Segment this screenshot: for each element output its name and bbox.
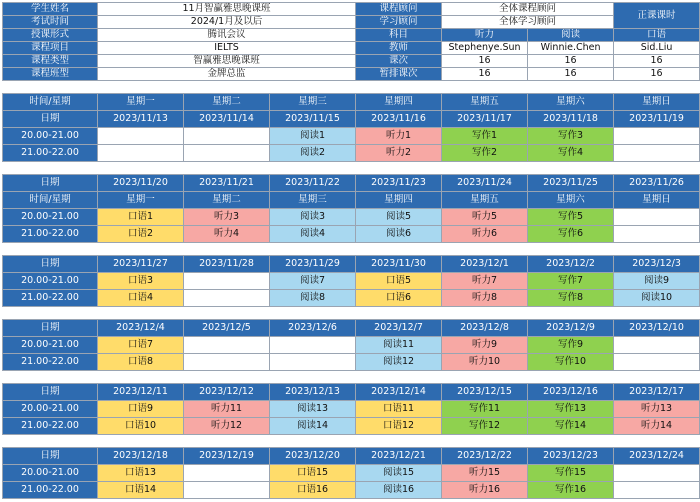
date-label: 日期 <box>3 384 98 401</box>
spacer-row <box>3 371 700 384</box>
spacer-cell <box>270 307 356 320</box>
date-row <box>3 320 700 337</box>
date-cell: 2023/11/13 <box>98 111 184 128</box>
date-cell: 2023/12/24 <box>614 448 700 465</box>
lesson-cell[interactable]: 口语8 <box>98 354 184 371</box>
lessons-reading[interactable]: 16 <box>528 55 614 68</box>
date-cell: 2023/11/28 <box>184 256 270 273</box>
lesson-cell[interactable]: 写作9 <box>528 337 614 354</box>
date-cell: 2023/11/24 <box>442 175 528 192</box>
time-slot-row <box>3 209 700 226</box>
spacer-cell <box>614 81 700 94</box>
teacher-speaking[interactable]: Sid.Liu <box>614 42 700 55</box>
empty-lesson-cell[interactable] <box>184 354 270 371</box>
spacer-cell <box>356 162 442 175</box>
course-type-value[interactable]: 智赢雅思晚课班 <box>98 55 356 68</box>
date-cell: 2023/12/2 <box>528 256 614 273</box>
spacer-cell <box>442 81 528 94</box>
time-slot-row <box>3 465 700 482</box>
spacer-cell <box>270 371 356 384</box>
time-slot-row <box>3 273 700 290</box>
date-cell: 2023/11/26 <box>614 175 700 192</box>
project-value[interactable]: IELTS <box>98 42 356 55</box>
date-cell: 2023/12/21 <box>356 448 442 465</box>
course-type-label: 课程类型 <box>3 55 98 68</box>
empty-lesson-cell[interactable] <box>184 273 270 290</box>
empty-lesson-cell[interactable] <box>614 337 700 354</box>
time-slot-label: 21.00-22.00 <box>3 290 98 307</box>
lesson-cell[interactable]: 写作12 <box>442 418 528 435</box>
date-cell: 2023/12/14 <box>356 384 442 401</box>
study-consultant-value[interactable]: 全体学习顾问 <box>442 16 614 29</box>
date-label: 日期 <box>3 175 98 192</box>
time-slot-row <box>3 482 700 499</box>
empty-lesson-cell[interactable] <box>614 128 700 145</box>
subject-listening: 听力 <box>442 29 528 42</box>
time-slot-row <box>3 401 700 418</box>
spacer-cell <box>184 371 270 384</box>
regular-hours-label: 正课课时 <box>614 3 700 29</box>
date-cell: 2023/12/8 <box>442 320 528 337</box>
date-cell: 2023/12/15 <box>442 384 528 401</box>
lesson-cell[interactable]: 听力12 <box>184 418 270 435</box>
empty-lesson-cell[interactable] <box>614 482 700 499</box>
lesson-cell[interactable]: 阅读14 <box>270 418 356 435</box>
time-slot-row <box>3 354 700 371</box>
scheduled-reading[interactable]: 16 <box>528 68 614 81</box>
teacher-reading[interactable]: Winnie.Chen <box>528 42 614 55</box>
lesson-cell[interactable]: 听力7 <box>442 273 528 290</box>
lesson-cell[interactable]: 口语11 <box>356 401 442 418</box>
format-label: 授课形式 <box>3 29 98 42</box>
empty-lesson-cell[interactable] <box>98 128 184 145</box>
lesson-cell[interactable]: 口语2 <box>98 226 184 243</box>
lesson-cell[interactable]: 写作4 <box>528 145 614 162</box>
date-cell: 2023/12/11 <box>98 384 184 401</box>
time-slot-row <box>3 337 700 354</box>
scheduled-listening[interactable]: 16 <box>442 68 528 81</box>
spacer-cell <box>3 307 98 320</box>
date-cell: 2023/12/22 <box>442 448 528 465</box>
lesson-cell[interactable]: 听力8 <box>442 290 528 307</box>
lesson-cell[interactable]: 口语16 <box>270 482 356 499</box>
spacer-row <box>3 243 700 256</box>
lesson-cell[interactable]: 阅读8 <box>270 290 356 307</box>
lesson-cell[interactable]: 口语9 <box>98 401 184 418</box>
date-cell: 2023/11/30 <box>356 256 442 273</box>
time-slot-label: 20.00-21.00 <box>3 273 98 290</box>
lesson-cell[interactable]: 听力11 <box>184 401 270 418</box>
date-row <box>3 448 700 465</box>
time-slot-label: 20.00-21.00 <box>3 401 98 418</box>
date-cell: 2023/11/18 <box>528 111 614 128</box>
date-row <box>3 175 700 192</box>
weekday-cell: 星期日 <box>614 94 700 111</box>
lesson-cell[interactable]: 口语5 <box>356 273 442 290</box>
date-row <box>3 111 700 128</box>
lesson-cell[interactable]: 听力5 <box>442 209 528 226</box>
lesson-cell[interactable]: 写作13 <box>528 401 614 418</box>
date-cell: 2023/12/5 <box>184 320 270 337</box>
weekday-cell: 星期一 <box>98 94 184 111</box>
lesson-cell[interactable]: 阅读5 <box>356 209 442 226</box>
lesson-cell[interactable]: 听力1 <box>356 128 442 145</box>
time-slot-label: 20.00-21.00 <box>3 128 98 145</box>
lessons-speaking[interactable]: 16 <box>614 55 700 68</box>
spacer-cell <box>184 307 270 320</box>
spacer-cell <box>614 162 700 175</box>
spacer-cell <box>184 162 270 175</box>
spacer-cell <box>528 435 614 448</box>
exam-time-label: 考试时间 <box>3 16 98 29</box>
spacer-cell <box>98 307 184 320</box>
weekday-cell: 星期四 <box>356 94 442 111</box>
lesson-cell[interactable]: 阅读10 <box>614 290 700 307</box>
date-label: 日期 <box>3 448 98 465</box>
spacer-cell <box>184 243 270 256</box>
subject-reading: 阅读 <box>528 29 614 42</box>
time-slot-label: 20.00-21.00 <box>3 337 98 354</box>
spacer-cell <box>614 243 700 256</box>
lesson-cell[interactable]: 写作8 <box>528 290 614 307</box>
date-cell: 2023/12/13 <box>270 384 356 401</box>
date-cell: 2023/11/17 <box>442 111 528 128</box>
lesson-cell[interactable]: 听力10 <box>442 354 528 371</box>
date-cell: 2023/12/12 <box>184 384 270 401</box>
date-cell: 2023/12/17 <box>614 384 700 401</box>
time-slot-row <box>3 418 700 435</box>
weekday-cell: 星期四 <box>356 192 442 209</box>
weekday-cell: 星期五 <box>442 192 528 209</box>
lesson-cell[interactable]: 口语3 <box>98 273 184 290</box>
spacer-cell <box>3 81 98 94</box>
weekday-cell: 星期三 <box>270 94 356 111</box>
lesson-cell[interactable]: 阅读13 <box>270 401 356 418</box>
spacer-cell <box>3 243 98 256</box>
student-name-label: 学生姓名 <box>3 3 98 16</box>
spacer-cell <box>3 371 98 384</box>
empty-lesson-cell[interactable] <box>270 337 356 354</box>
lesson-cell[interactable]: 听力14 <box>614 418 700 435</box>
lesson-cell[interactable]: 听力16 <box>442 482 528 499</box>
class-type-label: 课程班型 <box>3 68 98 81</box>
lesson-cell[interactable]: 口语15 <box>270 465 356 482</box>
date-cell: 2023/12/20 <box>270 448 356 465</box>
spacer-cell <box>98 243 184 256</box>
spacer-cell <box>442 371 528 384</box>
date-cell: 2023/12/4 <box>98 320 184 337</box>
empty-lesson-cell[interactable] <box>614 145 700 162</box>
spacer-cell <box>270 162 356 175</box>
time-slot-label: 20.00-21.00 <box>3 209 98 226</box>
weekday-cell: 星期二 <box>184 192 270 209</box>
date-cell: 2023/12/7 <box>356 320 442 337</box>
spacer-cell <box>614 435 700 448</box>
lesson-cell[interactable]: 听力4 <box>184 226 270 243</box>
spacer-cell <box>442 435 528 448</box>
empty-lesson-cell[interactable] <box>184 145 270 162</box>
date-cell: 2023/12/9 <box>528 320 614 337</box>
date-cell: 2023/11/19 <box>614 111 700 128</box>
spacer-cell <box>98 435 184 448</box>
weekday-cell: 星期二 <box>184 94 270 111</box>
spacer-cell <box>356 243 442 256</box>
spacer-cell <box>442 162 528 175</box>
time-slot-row <box>3 226 700 243</box>
lesson-cell[interactable]: 听力2 <box>356 145 442 162</box>
lesson-cell[interactable]: 阅读1 <box>270 128 356 145</box>
time-slot-label: 21.00-22.00 <box>3 418 98 435</box>
lesson-cell[interactable]: 听力9 <box>442 337 528 354</box>
lesson-cell[interactable]: 写作15 <box>528 465 614 482</box>
spacer-cell <box>98 162 184 175</box>
empty-lesson-cell[interactable] <box>184 128 270 145</box>
weekday-cell: 星期一 <box>98 192 184 209</box>
spacer-cell <box>356 307 442 320</box>
lesson-cell[interactable]: 口语14 <box>98 482 184 499</box>
empty-lesson-cell[interactable] <box>270 354 356 371</box>
weekday-cell: 星期三 <box>270 192 356 209</box>
spacer-cell <box>356 435 442 448</box>
weekday-cell: 星期六 <box>528 94 614 111</box>
scheduled-speaking[interactable]: 16 <box>614 68 700 81</box>
lesson-cell[interactable]: 写作7 <box>528 273 614 290</box>
time-slot-label: 21.00-22.00 <box>3 354 98 371</box>
lesson-cell[interactable]: 写作11 <box>442 401 528 418</box>
date-cell: 2023/11/25 <box>528 175 614 192</box>
spacer-cell <box>528 307 614 320</box>
date-cell: 2023/12/16 <box>528 384 614 401</box>
date-cell: 2023/11/21 <box>184 175 270 192</box>
spacer-cell <box>528 162 614 175</box>
time-slot-row <box>3 145 700 162</box>
format-value[interactable]: 腾讯会议 <box>98 29 356 42</box>
date-row <box>3 384 700 401</box>
lessons-listening[interactable]: 16 <box>442 55 528 68</box>
lesson-cell[interactable]: 写作6 <box>528 226 614 243</box>
date-label: 日期 <box>3 111 98 128</box>
lesson-cell[interactable]: 听力6 <box>442 226 528 243</box>
lesson-cell[interactable]: 写作10 <box>528 354 614 371</box>
empty-lesson-cell[interactable] <box>614 354 700 371</box>
empty-lesson-cell[interactable] <box>614 465 700 482</box>
spacer-cell <box>270 81 356 94</box>
time-slot-label: 21.00-22.00 <box>3 226 98 243</box>
spacer-cell <box>184 435 270 448</box>
spacer-cell <box>3 435 98 448</box>
time-slot-label: 21.00-22.00 <box>3 145 98 162</box>
course-consultant-label: 课程顾问 <box>356 3 442 16</box>
spacer-cell <box>270 243 356 256</box>
scheduled-label: 暂排课次 <box>356 68 442 81</box>
date-cell: 2023/12/23 <box>528 448 614 465</box>
date-cell: 2023/11/29 <box>270 256 356 273</box>
empty-lesson-cell[interactable] <box>614 226 700 243</box>
date-cell: 2023/12/19 <box>184 448 270 465</box>
empty-lesson-cell[interactable] <box>184 465 270 482</box>
lesson-cell[interactable]: 写作16 <box>528 482 614 499</box>
spacer-cell <box>528 371 614 384</box>
date-cell: 2023/12/6 <box>270 320 356 337</box>
spacer-cell <box>270 435 356 448</box>
weekday-row <box>3 94 700 111</box>
exam-time-value[interactable]: 2024/1月及以后 <box>98 16 356 29</box>
subject-label: 科目 <box>356 29 442 42</box>
time-week-label: 时间/星期 <box>3 94 98 111</box>
lesson-cell[interactable]: 阅读7 <box>270 273 356 290</box>
time-slot-row <box>3 290 700 307</box>
lesson-cell[interactable]: 写作14 <box>528 418 614 435</box>
lesson-cell[interactable]: 口语10 <box>98 418 184 435</box>
weekday-cell: 星期五 <box>442 94 528 111</box>
lesson-cell[interactable]: 口语6 <box>356 290 442 307</box>
lesson-cell[interactable]: 阅读6 <box>356 226 442 243</box>
course-consultant-value[interactable]: 全体课程顾问 <box>442 3 614 16</box>
lesson-cell[interactable]: 口语13 <box>98 465 184 482</box>
spacer-cell <box>184 81 270 94</box>
date-cell: 2023/11/20 <box>98 175 184 192</box>
spacer-cell <box>98 371 184 384</box>
spacer-cell <box>528 243 614 256</box>
empty-lesson-cell[interactable] <box>184 290 270 307</box>
lesson-cell[interactable]: 阅读12 <box>356 354 442 371</box>
lesson-cell[interactable]: 口语12 <box>356 418 442 435</box>
weekday-cell: 星期日 <box>614 192 700 209</box>
student-name-value[interactable]: 11月智赢雅思晚课班 <box>98 3 356 16</box>
date-cell: 2023/12/3 <box>614 256 700 273</box>
lesson-cell[interactable]: 写作5 <box>528 209 614 226</box>
lesson-cell[interactable]: 听力3 <box>184 209 270 226</box>
course-schedule-sheet <box>2 2 700 499</box>
lesson-cell[interactable]: 阅读9 <box>614 273 700 290</box>
lesson-cell[interactable]: 口语1 <box>98 209 184 226</box>
lesson-cell[interactable]: 阅读11 <box>356 337 442 354</box>
teacher-listening[interactable]: Stephenye.Sun <box>442 42 528 55</box>
study-consultant-label: 学习顾问 <box>356 16 442 29</box>
lesson-cell[interactable]: 写作3 <box>528 128 614 145</box>
lesson-cell[interactable]: 阅读2 <box>270 145 356 162</box>
empty-lesson-cell[interactable] <box>184 482 270 499</box>
lessons-label: 课次 <box>356 55 442 68</box>
subject-speaking: 口语 <box>614 29 700 42</box>
lesson-cell[interactable]: 写作2 <box>442 145 528 162</box>
spacer-cell <box>614 307 700 320</box>
weekly-schedule <box>3 81 700 499</box>
lesson-cell[interactable]: 阅读16 <box>356 482 442 499</box>
lesson-cell[interactable]: 口语4 <box>98 290 184 307</box>
lesson-cell[interactable]: 写作1 <box>442 128 528 145</box>
lesson-cell[interactable]: 听力15 <box>442 465 528 482</box>
lesson-cell[interactable]: 口语7 <box>98 337 184 354</box>
spacer-row <box>3 81 700 94</box>
date-cell: 2023/12/10 <box>614 320 700 337</box>
date-cell: 2023/11/22 <box>270 175 356 192</box>
date-row <box>3 256 700 273</box>
date-label: 日期 <box>3 320 98 337</box>
spacer-cell <box>442 243 528 256</box>
time-slot-label: 21.00-22.00 <box>3 482 98 499</box>
spacer-cell <box>614 371 700 384</box>
spacer-cell <box>356 81 442 94</box>
spacer-cell <box>98 81 184 94</box>
date-label: 日期 <box>3 256 98 273</box>
spacer-cell <box>356 371 442 384</box>
date-cell: 2023/11/27 <box>98 256 184 273</box>
spacer-row <box>3 162 700 175</box>
lesson-cell[interactable]: 阅读15 <box>356 465 442 482</box>
lesson-cell[interactable]: 听力13 <box>614 401 700 418</box>
empty-lesson-cell[interactable] <box>184 337 270 354</box>
date-cell: 2023/12/1 <box>442 256 528 273</box>
date-cell: 2023/12/18 <box>98 448 184 465</box>
date-cell: 2023/11/16 <box>356 111 442 128</box>
spacer-row <box>3 307 700 320</box>
time-slot-row <box>3 128 700 145</box>
class-type-value[interactable]: 金牌总监 <box>98 68 356 81</box>
time-week-label: 时间/星期 <box>3 192 98 209</box>
spacer-cell <box>3 162 98 175</box>
spacer-cell <box>442 307 528 320</box>
date-cell: 2023/11/15 <box>270 111 356 128</box>
time-slot-label: 20.00-21.00 <box>3 465 98 482</box>
lesson-cell[interactable]: 阅读3 <box>270 209 356 226</box>
lesson-cell[interactable]: 阅读4 <box>270 226 356 243</box>
empty-lesson-cell[interactable] <box>614 209 700 226</box>
spacer-cell <box>528 81 614 94</box>
weekday-cell: 星期六 <box>528 192 614 209</box>
project-label: 课程项目 <box>3 42 98 55</box>
weekday-row <box>3 192 700 209</box>
date-cell: 2023/11/23 <box>356 175 442 192</box>
empty-lesson-cell[interactable] <box>98 145 184 162</box>
spacer-row <box>3 435 700 448</box>
teacher-label: 教师 <box>356 42 442 55</box>
date-cell: 2023/11/14 <box>184 111 270 128</box>
